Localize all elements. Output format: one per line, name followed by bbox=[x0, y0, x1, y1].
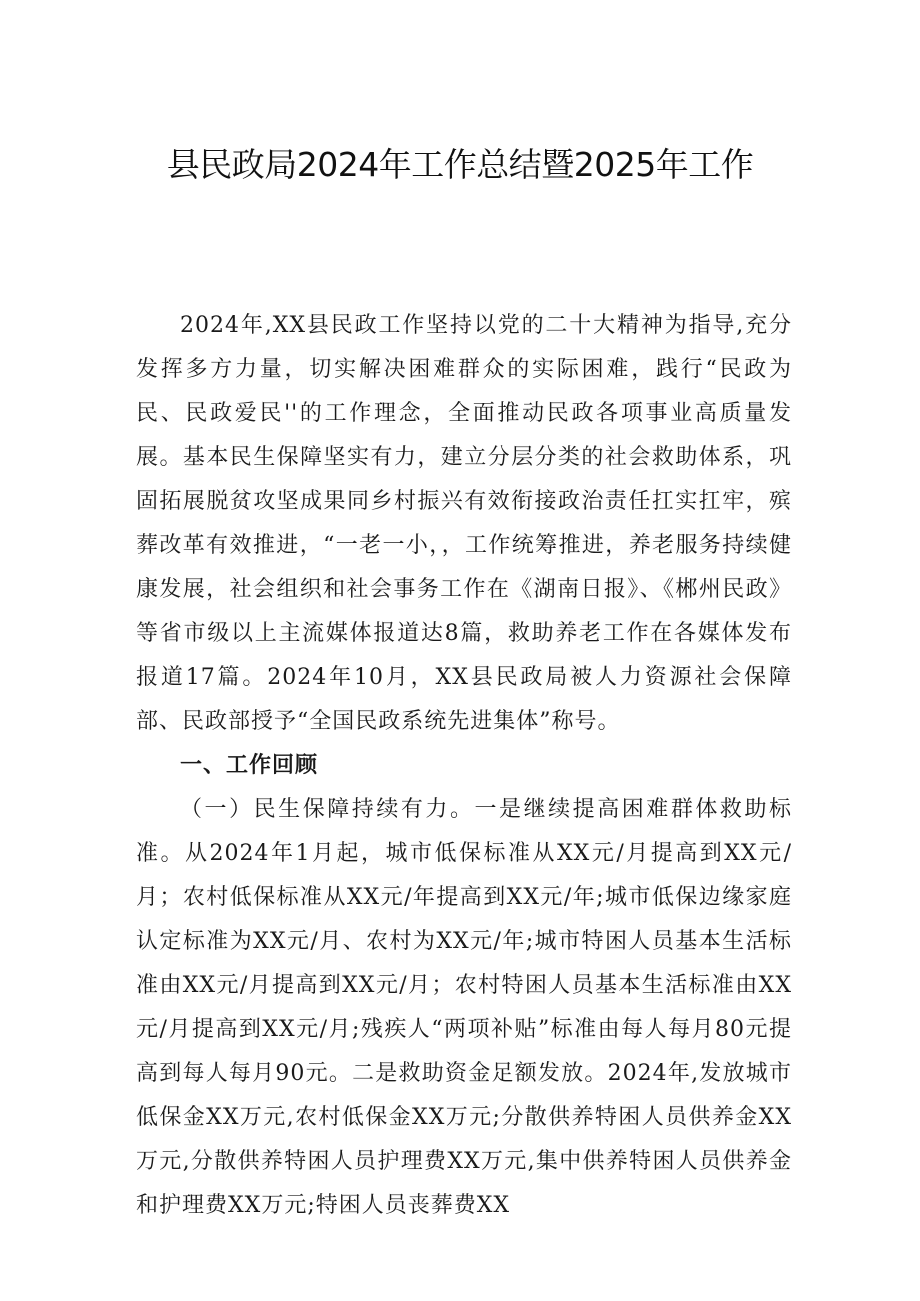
intro-paragraph: 2024年,XX县民政工作坚持以党的二十大精神为指导,充分发挥多方力量，切实解决困难群众的实际困难，践行“民政为民、民政爱民''的工作理念，全面推动民政各项事业高质量发展。基本民生保障坚实有力，建立分层分类的社会救助体系，巩固拓展脱贫攻坚成果同乡村振兴有效衔接政治责任扛实扛牢，殡葬改革有效推进，“一老一小，，工作统筹推进，养老服务持续健康发展，社会组织和社会事务工作在《湖南日报》、《郴州民政》等省市级以上主流媒体报道达8篇，救助养老工作在各媒体发布报道17篇。2024年10月，XX县民政局被人力资源社会保障部、民政部授予“全国民政系统先进集体”称号。 bbox=[136, 313, 792, 734]
section-paragraph: （一）民生保障持续有力。一是继续提高困难群体救助标准。从2024年1月起，城市低保标准从XX元/月提高到XX元/月；农村低保标准从XX元/年提高到XX元/年;城市低保边缘家庭认定标准为XX元/月、农村为XX元/年;城市特困人员基本生活标准由XX元/月提高到XX元/月；农村特困人员基本生活标准由XX元/月提高到XX元/月;残疾人“两项补贴”标准由每人每月80元提高到每人每月90元。二是救助资金足额发放。2024年,发放城市低保金XX万元,农村低保金XX万元;分散供养特困人员供养金XX万元,分散供养特困人员护理费XX万元,集中供养特困人员供养金和护理费XX万元;特困人员丧葬费XX bbox=[136, 797, 792, 1218]
document-body bbox=[136, 304, 792, 1228]
document-title: 县民政局2024年工作总结暨2025年工作 bbox=[166, 145, 754, 184]
section-heading: 一、工作回顾 bbox=[180, 753, 319, 778]
